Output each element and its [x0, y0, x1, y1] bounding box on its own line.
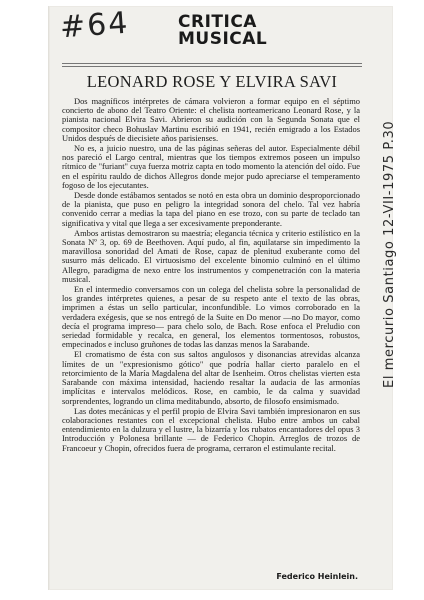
article-paragraph: En el intermedio conversamos con un colega del chelista sobre la personalidad de los grandes intérpretes quienes, a pesar de su respeto ante el texto de las obras, imprimen a éstas un sello particular, inconfundible. Lo vimos corroborado en la verdadera exégesis, que se nos entregó de la Suite en Do menor —no Do mayor, como decía el programa impreso— para chelo solo, de Bach. Rose enfoca el Preludio con seriedad formidable y recalca, en general, los elementos tormentosos, robustos, empecinados e incluso gruñones de todas las danzas menos la Sarabande. [62, 284, 360, 350]
article-headline: LEONARD ROSE Y ELVIRA SAVI [86, 72, 338, 91]
article-paragraph: Las dotes mecánicas y el perfil propio de Elvira Savi también impresionaron en sus colaboraciones restantes con el excepcional chelista. Hubo entre ambos un cabal entendimiento en la dulzura y el lustre, la bizarría y los rubatos encantadores del opus 3 Introducción y Polonesa brillante — de Federico Chopin. Arreglos de trozos de Francoeur y Chopin, ofrecidos fuera de programa, cerraron el estimulante recital. [62, 405, 360, 453]
handwritten-clipping-number: #64 [58, 5, 131, 46]
article-paragraph: Desde donde estábamos sentados se notó en esta obra un dominio desproporcionado de la pianista, que puso en peligro la integridad sonora del chelo. Tal vez habría convenido cerrar a medias la tapa del piano en ese trozo, con su parte de teclado tan significativa y vital que llega a ser excesivamente preponderante. [62, 190, 360, 228]
article-paragraph: No es, a juicio nuestro, una de las páginas señeras del autor. Especialmente débil nos pareció el Largo central, mientras que los tiempos extremos poseen un impulso rítmico de "furiant" cuya fuerza motriz capta en todo momento la atención del oído. Fue en el espíritu rauldo de dichos Allegros donde mejor pudo apreciarse el temperamento fogoso de los ejecutantes. [62, 143, 360, 190]
article-paragraph: Dos magníficos intérpretes de cámara volvieron a formar equipo en el séptimo concierto de abono del Teatro Oriente: el chelista norteamericano Leonard Rose, y la pianista nacional Elvira Savi. Abrieron su audición con la Segunda Sonata que el compositor checo Bohuslav Martinu escribió en 1941, recién emigrado a los Estados Unidos después de diecisiete años parisienses. [62, 96, 360, 143]
masthead-line-1: CRITICA [178, 12, 257, 32]
article-body [62, 97, 360, 454]
article-paragraph: El cromatismo de ésta con sus saltos angulosos y disonancias atrevidas alcanza límites de un "expresionismo gótico" que podría hallar cierto paralelo en el retorcimiento de la María Magdalena del altar de Isenheim. Otros chelistas vierten esta Sarabande con máxima intensidad, haciendo resaltar la audacia de las armonías implícitas e intervalos melódicos. Rose, en cambio, le da calma y suavidad sorprendentes, logrando un clima meditabundo, absorto, de filosofo ensimismado. [62, 349, 360, 406]
masthead-line-2: MUSICAL [178, 29, 268, 49]
article-paragraph: Ambos artistas demostraron su maestría; elegancia técnica y criterio estilístico en la Sonata Nº 3, op. 69 de Beethoven. Aquí pudo, al fin, aquilatarse sin impedimento la maravillosa sonoridad del Amati de Rose, capaz de plenitud exuberante como del susurro más delicado. El virtuosismo del excelente binomio culminó en el último Allegro, paradigma de nexo entre los instrumentos y compenetración con la materia musical. [62, 227, 360, 284]
section-masthead [178, 14, 267, 48]
handwritten-source-note: El mercurio Santiago 12-VII-1975 P.30 [382, 120, 397, 388]
author-signature: Federico Heinlein. [276, 572, 358, 581]
masthead-rule-bottom [62, 66, 362, 67]
masthead-rule-top [62, 63, 362, 64]
